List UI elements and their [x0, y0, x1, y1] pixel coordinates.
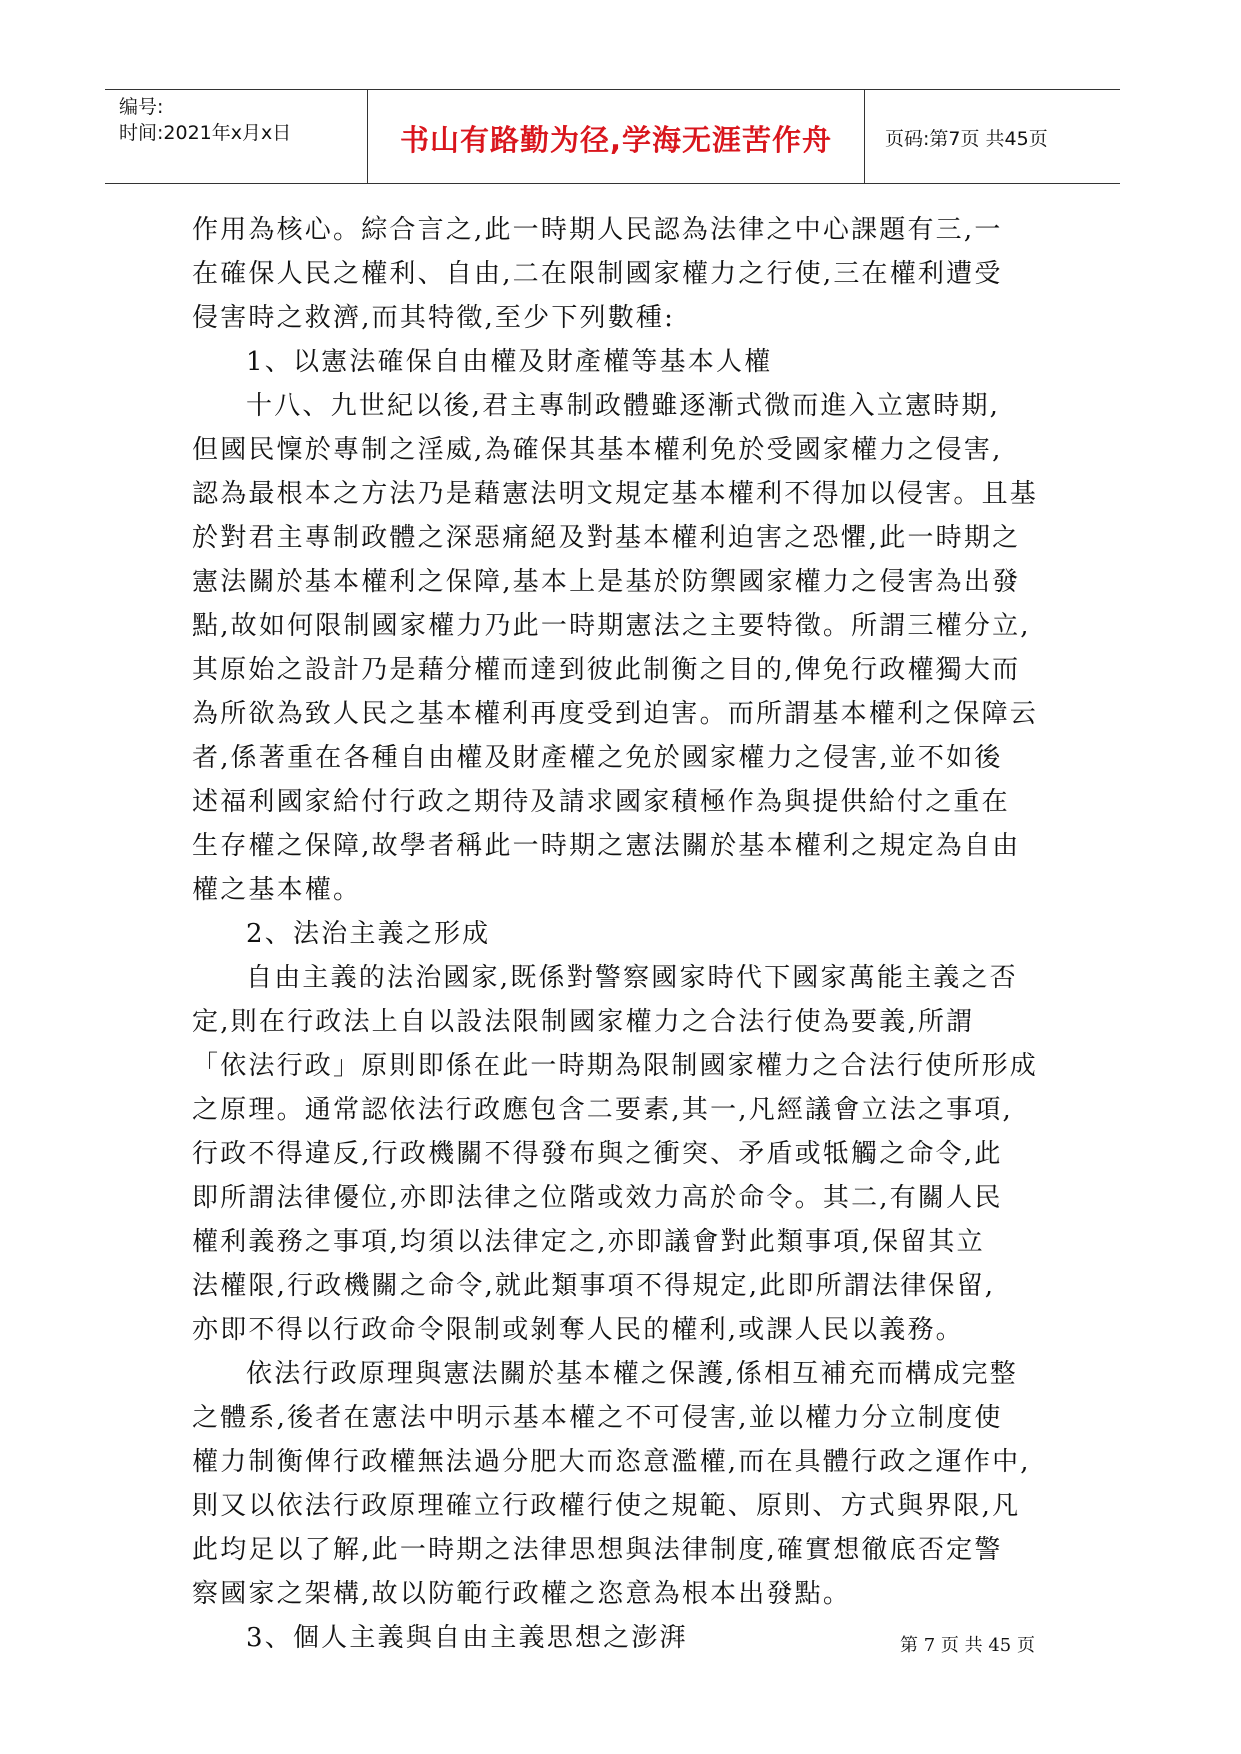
- text-line: 定,則在行政法上自以設法限制國家權力之合法行使為要義,所謂: [192, 1007, 975, 1037]
- header-motto: 书山有路勤为径,学海无涯苦作舟: [399, 123, 833, 157]
- text-line: 認為最根本之方法乃是藉憲法明文規定基本權利不得加以侵害。且基: [192, 479, 1039, 509]
- header-info-cell: [105, 90, 367, 183]
- text-line: 行政不得違反,行政機關不得發布與之衝突、矛盾或牴觸之命令,此: [192, 1139, 1003, 1169]
- header-time-label: 时间:2021年x月x日: [119, 122, 292, 144]
- header-page-code: 页码:第7页 共45页: [885, 128, 1048, 150]
- section-heading: 3、個人主義與自由主義思想之澎湃: [246, 1623, 688, 1653]
- page-footer: 第 7 页 共 45 页: [900, 1635, 1035, 1656]
- text-line: 其原始之設計乃是藉分權而達到彼此制衡之目的,俾免行政權獨大而: [192, 655, 1021, 685]
- section-heading: 1、以憲法確保自由權及財產權等基本人權: [246, 347, 773, 377]
- text-line: 於對君主專制政體之深惡痛絕及對基本權利迫害之恐懼,此一時期之: [192, 523, 1021, 553]
- text-line: 亦即不得以行政命令限制或剝奪人民的權利,或課人民以義務。: [192, 1315, 964, 1345]
- text-line: 自由主義的法治國家,既係對警察國家時代下國家萬能主義之否: [246, 963, 1018, 993]
- text-line: 察國家之架構,故以防範行政權之恣意為根本出發點。: [192, 1579, 852, 1609]
- text-line: 生存權之保障,故學者稱此一時期之憲法關於基本權利之規定為自由: [192, 831, 1021, 861]
- text-line: 權利義務之事項,均須以法律定之,亦即議會對此類事項,保留其立: [192, 1227, 985, 1257]
- header-motto-cell: [367, 90, 865, 183]
- text-line: 依法行政原理與憲法關於基本權之保護,係相互補充而構成完整: [246, 1359, 1018, 1389]
- text-line: 此均足以了解,此一時期之法律思想與法律制度,確實想徹底否定警: [192, 1535, 1003, 1565]
- page-header: [105, 89, 1120, 184]
- text-line: 法權限,行政機關之命令,就此類事項不得規定,此即所謂法律保留,: [192, 1271, 996, 1301]
- text-line: 為所欲為致人民之基本權利再度受到迫害。而所謂基本權利之保障云: [192, 699, 1039, 729]
- text-line: 點,故如何限制國家權力乃此一時期憲法之主要特徵。所謂三權分立,: [192, 611, 1031, 641]
- text-line: 權之基本權。: [192, 875, 362, 905]
- document-body: [192, 208, 1054, 1660]
- text-line: 之原理。通常認依法行政應包含二要素,其一,凡經議會立法之事項,: [192, 1095, 1013, 1125]
- header-code-label: 编号:: [119, 96, 164, 118]
- text-line: 述福利國家給付行政之期待及請求國家積極作為與提供給付之重在: [192, 787, 1010, 817]
- text-line: 之體系,後者在憲法中明示基本權之不可侵害,並以權力分立制度使: [192, 1403, 1003, 1433]
- text-line: 但國民懍於專制之淫威,為確保其基本權利免於受國家權力之侵害,: [192, 435, 1003, 465]
- section-heading: 2、法治主義之形成: [246, 919, 491, 949]
- text-line: 「依法行政」原則即係在此一時期為限制國家權力之合法行使所形成: [192, 1051, 1039, 1081]
- text-line: 權力制衡俾行政權無法過分肥大而恣意濫權,而在具體行政之運作中,: [192, 1447, 1031, 1477]
- text-line: 則又以依法行政原理確立行政權行使之規範、原則、方式與界限,凡: [192, 1491, 1021, 1521]
- text-line: 十八、九世紀以後,君主專制政體雖逐漸式微而進入立憲時期,: [246, 391, 1001, 421]
- text-line: 在確保人民之權利、自由,二在限制國家權力之行使,三在權利遭受: [192, 259, 1003, 289]
- text-line: 侵害時之救濟,而其特徵,至少下列數種:: [192, 303, 676, 333]
- text-line: 即所謂法律優位,亦即法律之位階或效力高於命令。其二,有關人民: [192, 1183, 1003, 1213]
- header-page-cell: [865, 90, 1120, 183]
- text-line: 作用為核心。綜合言之,此一時期人民認為法律之中心課題有三,一: [192, 215, 1003, 245]
- text-line: 憲法關於基本權利之保障,基本上是基於防禦國家權力之侵害為出發: [192, 567, 1021, 597]
- text-line: 者,係著重在各種自由權及財產權之免於國家權力之侵害,並不如後: [192, 743, 1003, 773]
